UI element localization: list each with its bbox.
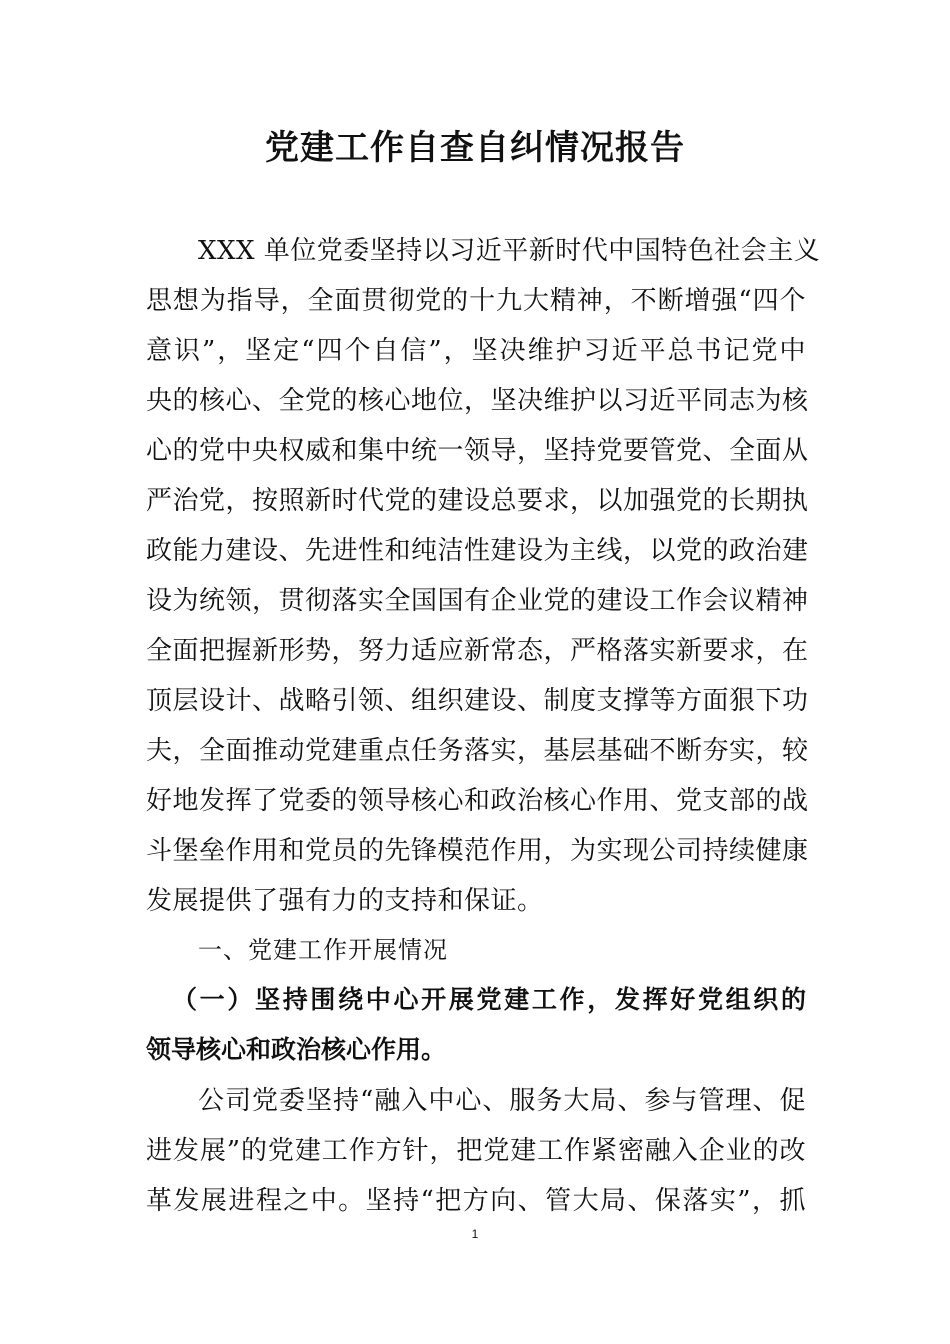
section-heading: 一、党建工作开展情况 xyxy=(198,936,448,964)
paragraph-line: 革发展进程之中。坚持“把方向、管大局、保落实”，抓 xyxy=(146,1186,806,1216)
document-title: 党建工作自查自纠情况报告 xyxy=(265,128,685,168)
paragraph-line: 央的核心、全党的核心地位，坚决维护以习近平同志为核 xyxy=(146,386,809,416)
paragraph-line: 心的党中央权威和集中统一领导，坚持党要管党、全面从 xyxy=(146,436,809,466)
paragraph-line: 斗堡垒作用和党员的先锋模范作用，为实现公司持续健康 xyxy=(146,836,809,866)
paragraph-line: 进发展”的党建工作方针，把党建工作紧密融入企业的改 xyxy=(146,1136,806,1166)
paragraph-line: 顶层设计、战略引领、组织建设、制度支撑等方面狠下功 xyxy=(146,686,809,716)
paragraph-line: 好地发挥了党委的领导核心和政治核心作用、党支部的战 xyxy=(146,786,809,816)
paragraph-line: 意识”，坚定“四个自信”，坚决维护习近平总书记党中 xyxy=(146,336,806,366)
paragraph-line: 发展提供了强有力的支持和保证。 xyxy=(146,886,544,916)
paragraph-line: XXX 单位党委坚持以习近平新时代中国特色社会主义 xyxy=(198,236,821,266)
paragraph-line: 政能力建设、先进性和纯洁性建设为主线，以党的政治建 xyxy=(146,536,809,566)
paragraph-line: 公司党委坚持“融入中心、服务大局、参与管理、促 xyxy=(198,1086,806,1116)
page-number: 1 xyxy=(471,1227,479,1241)
paragraph-line: 全面把握新形势，努力适应新常态，严格落实新要求，在 xyxy=(146,636,809,666)
subsection-heading-line: 领导核心和政治核心作用。 xyxy=(146,1035,447,1064)
paragraph-line: 设为统领，贯彻落实全国国有企业党的建设工作会议精神 xyxy=(146,586,809,616)
paragraph-line: 夫，全面推动党建重点任务落实，基层基础不断夯实，较 xyxy=(146,736,809,766)
paragraph-line: 思想为指导，全面贯彻党的十九大精神，不断增强“四个 xyxy=(146,286,806,316)
paragraph-line: 严治党，按照新时代党的建设总要求，以加强党的长期执 xyxy=(146,486,809,516)
subsection-heading-line: （一）坚持围绕中心开展党建工作，发挥好党组织的 xyxy=(172,985,806,1014)
